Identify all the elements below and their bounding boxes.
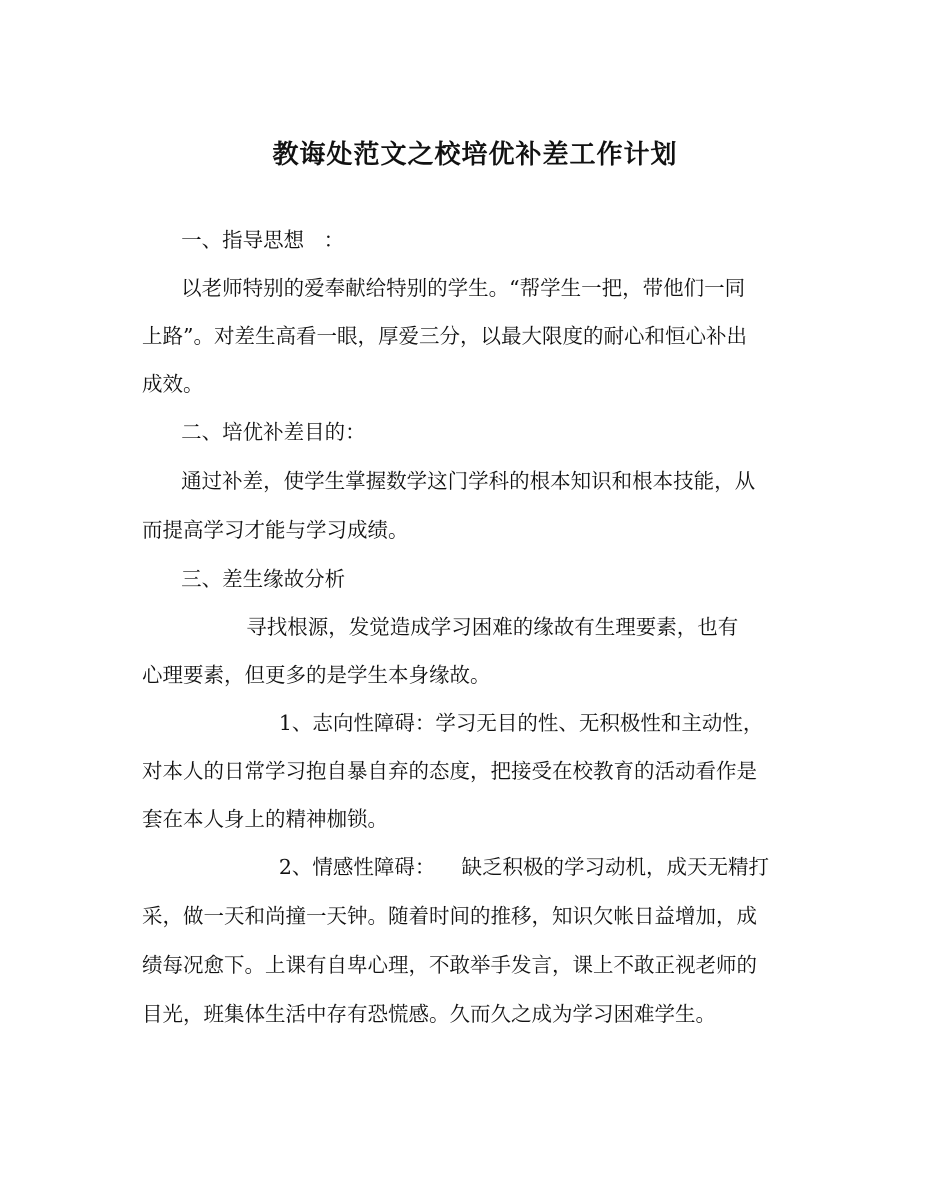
heading-analysis: 三、差生缘故分析 (142, 567, 346, 591)
heading-purpose: 二、培优补差目的： (142, 420, 366, 444)
body-line: 2、情感性障碍： 缺乏积极的学习动机，成天无精打 (142, 855, 769, 879)
body-line: 寻找根源，发觉造成学习困难的缘故有生理要素，也有 (142, 615, 739, 639)
body-line: 对本人的日常学习抱自暴自弃的态度，把接受在校教育的活动看作是 (142, 759, 757, 783)
body-line: 采，做一天和尚撞一天钟。随着时间的推移，知识欠帐日益增加，成 (142, 904, 757, 928)
heading-guiding-thought: 一、指导思想 ： (142, 228, 345, 252)
body-line: 而提高学习才能与学习成绩。 (142, 518, 409, 542)
body-line: 1、志向性障碍：学习无目的性、无积极性和主动性， (142, 711, 764, 735)
body-line: 目光，班集体生活中存有恐慌感。久而久之成为学习困难学生。 (142, 1002, 716, 1026)
body-line: 以老师特别的爱奉献给特别的学生。“帮学生一把，带他们一同 (142, 276, 746, 300)
body-line: 通过补差，使学生掌握数学这门学科的根本知识和根本技能，从 (142, 469, 756, 493)
body-line: 心理要素，但更多的是学生本身缘故。 (142, 663, 491, 687)
body-line: 绩每况愈下。上课有自卑心理，不敢举手发言，课上不敢正视老师的 (142, 953, 757, 977)
body-line: 套在本人身上的精神枷锁。 (142, 807, 388, 831)
body-line: 成效。 (142, 372, 204, 396)
body-line: 上路”。对差生高看一眼，厚爱三分，以最大限度的耐心和恒心补出 (142, 324, 747, 348)
document-title: 教诲处范文之校培优补差工作计划 (272, 140, 678, 170)
